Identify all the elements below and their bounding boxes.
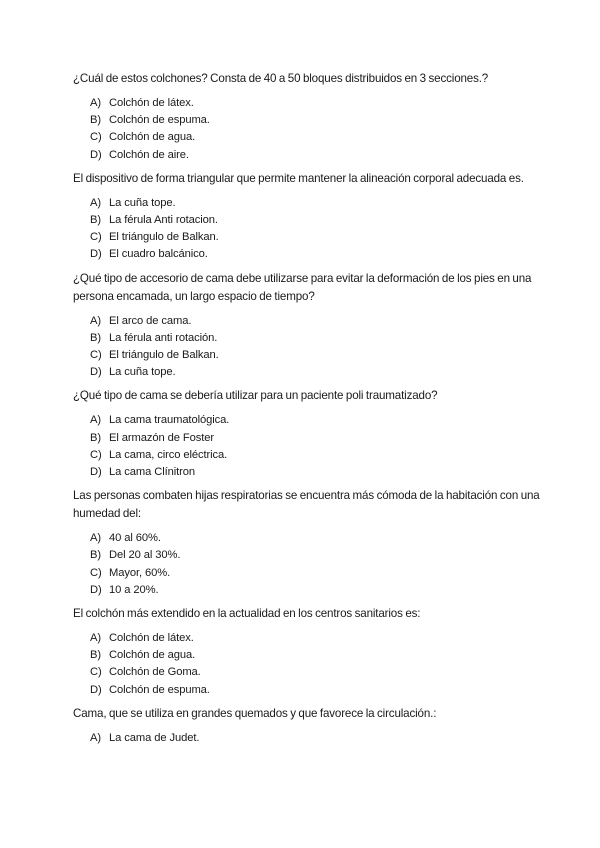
answer-option: [73, 565, 543, 582]
answer-option: [73, 347, 543, 364]
option-text: La cama Clínitron: [109, 466, 195, 479]
answer-option: [73, 430, 543, 447]
option-letter: C): [90, 231, 102, 244]
answer-option: [73, 447, 543, 464]
answer-options: [73, 730, 543, 747]
option-letter: A): [90, 97, 101, 109]
option-text: La cama de Judet.: [109, 731, 200, 744]
question-block: [73, 487, 543, 599]
answer-option: [73, 664, 543, 681]
answer-option: [73, 95, 543, 112]
option-text: Mayor, 60%.: [109, 566, 171, 579]
answer-option: [73, 582, 543, 599]
answer-option: [73, 682, 543, 699]
question-text: ¿Cuál de estos colchones? Consta de 40 a 50 bloques distribuidos en 3 secciones.?: [73, 72, 489, 85]
option-text: 10 a 20%.: [109, 583, 159, 596]
option-text: Colchón de agua.: [109, 649, 196, 662]
answer-option: [73, 112, 543, 129]
question-block: [73, 170, 543, 264]
answer-option: [73, 530, 543, 547]
option-text: La cama, circo eléctrica.: [109, 448, 228, 461]
option-letter: C): [90, 131, 102, 144]
option-letter: B): [90, 549, 101, 562]
option-text: Del 20 al 30%.: [109, 549, 181, 562]
answer-option: [73, 330, 543, 347]
answer-option: [73, 229, 543, 246]
option-text: El triángulo de Balkan.: [109, 349, 219, 362]
option-letter: B): [90, 431, 101, 444]
answer-option: [73, 464, 543, 481]
answer-option: [73, 246, 543, 263]
question-block: [73, 705, 543, 747]
option-text: Colchón de Goma.: [109, 666, 201, 679]
question-block: [73, 387, 543, 481]
option-letter: A): [90, 532, 101, 545]
option-letter: D): [90, 148, 102, 161]
answer-options: [73, 630, 543, 699]
option-letter: A): [90, 414, 101, 427]
option-text: Colchón de espuma.: [109, 114, 210, 127]
option-text: El arco de cama.: [109, 314, 192, 327]
answer-options: [73, 412, 543, 481]
option-letter: D): [90, 583, 102, 596]
answer-options: [73, 195, 543, 264]
answer-options: [73, 313, 543, 382]
answer-option: [73, 313, 543, 330]
answer-option: [73, 195, 543, 212]
answer-option: [73, 647, 543, 664]
option-text: Colchón de aire.: [109, 148, 189, 161]
question-block: [73, 70, 543, 164]
question-text: Las personas combaten hijas respiratorias se encuentra más cómoda de la habitación con una humedad del:: [73, 489, 540, 521]
option-letter: B): [90, 214, 101, 227]
answer-option: [73, 730, 543, 747]
option-letter: C): [90, 349, 102, 362]
question-text: Cama, que se utiliza en grandes quemados y que favorece la circulación.:: [73, 706, 437, 720]
option-letter: C): [90, 666, 102, 679]
option-letter: D): [90, 466, 102, 479]
option-letter: A): [90, 196, 101, 209]
option-letter: A): [90, 731, 101, 744]
question-list: [73, 70, 543, 753]
option-letter: B): [90, 331, 101, 344]
question-text: El dispositivo de forma triangular que permite mantener la alineación corporal adecuada es.: [73, 171, 524, 185]
option-text: Colchón de agua.: [109, 131, 196, 144]
option-text: El cuadro balcánico.: [109, 248, 208, 261]
question-block: [73, 605, 543, 699]
question-block: [73, 270, 543, 382]
question-text: El colchón más extendido en la actualidad en los centros sanitarios es:: [73, 607, 421, 621]
answer-option: [73, 212, 543, 229]
option-text: La cama traumatológica.: [109, 414, 230, 427]
option-text: La cuña tope.: [109, 366, 176, 379]
answer-option: [73, 147, 543, 164]
answer-option: [73, 364, 543, 381]
question-text: ¿Qué tipo de accesorio de cama debe utilizarse para evitar la deformación de los pies en una persona encamada, un largo espacio de tiempo?: [73, 271, 532, 303]
option-text: La férula Anti rotacion.: [109, 214, 218, 227]
answer-option: [73, 129, 543, 146]
option-text: La cuña tope.: [109, 196, 176, 209]
answer-options: [73, 530, 543, 599]
option-text: 40 al 60%.: [109, 532, 161, 545]
question-text: ¿Qué tipo de cama se debería utilizar para un paciente poli traumatizado?: [73, 389, 438, 403]
option-text: El triángulo de Balkan.: [109, 231, 219, 244]
answer-options: [73, 95, 543, 164]
option-letter: A): [90, 632, 101, 645]
option-letter: B): [90, 114, 101, 127]
option-letter: B): [90, 649, 101, 662]
option-letter: C): [90, 566, 102, 579]
option-letter: A): [90, 314, 101, 327]
answer-option: [73, 547, 543, 564]
option-letter: D): [90, 683, 102, 696]
option-text: Colchón de espuma.: [109, 683, 210, 696]
answer-option: [73, 630, 543, 647]
option-text: Colchón de látex.: [109, 632, 194, 645]
option-letter: D): [90, 248, 102, 261]
answer-option: [73, 412, 543, 429]
option-text: La férula anti rotación.: [109, 331, 218, 344]
option-letter: C): [90, 448, 102, 461]
option-letter: D): [90, 366, 102, 379]
option-text: Colchón de látex.: [109, 97, 194, 109]
option-text: El armazón de Foster: [109, 431, 214, 444]
